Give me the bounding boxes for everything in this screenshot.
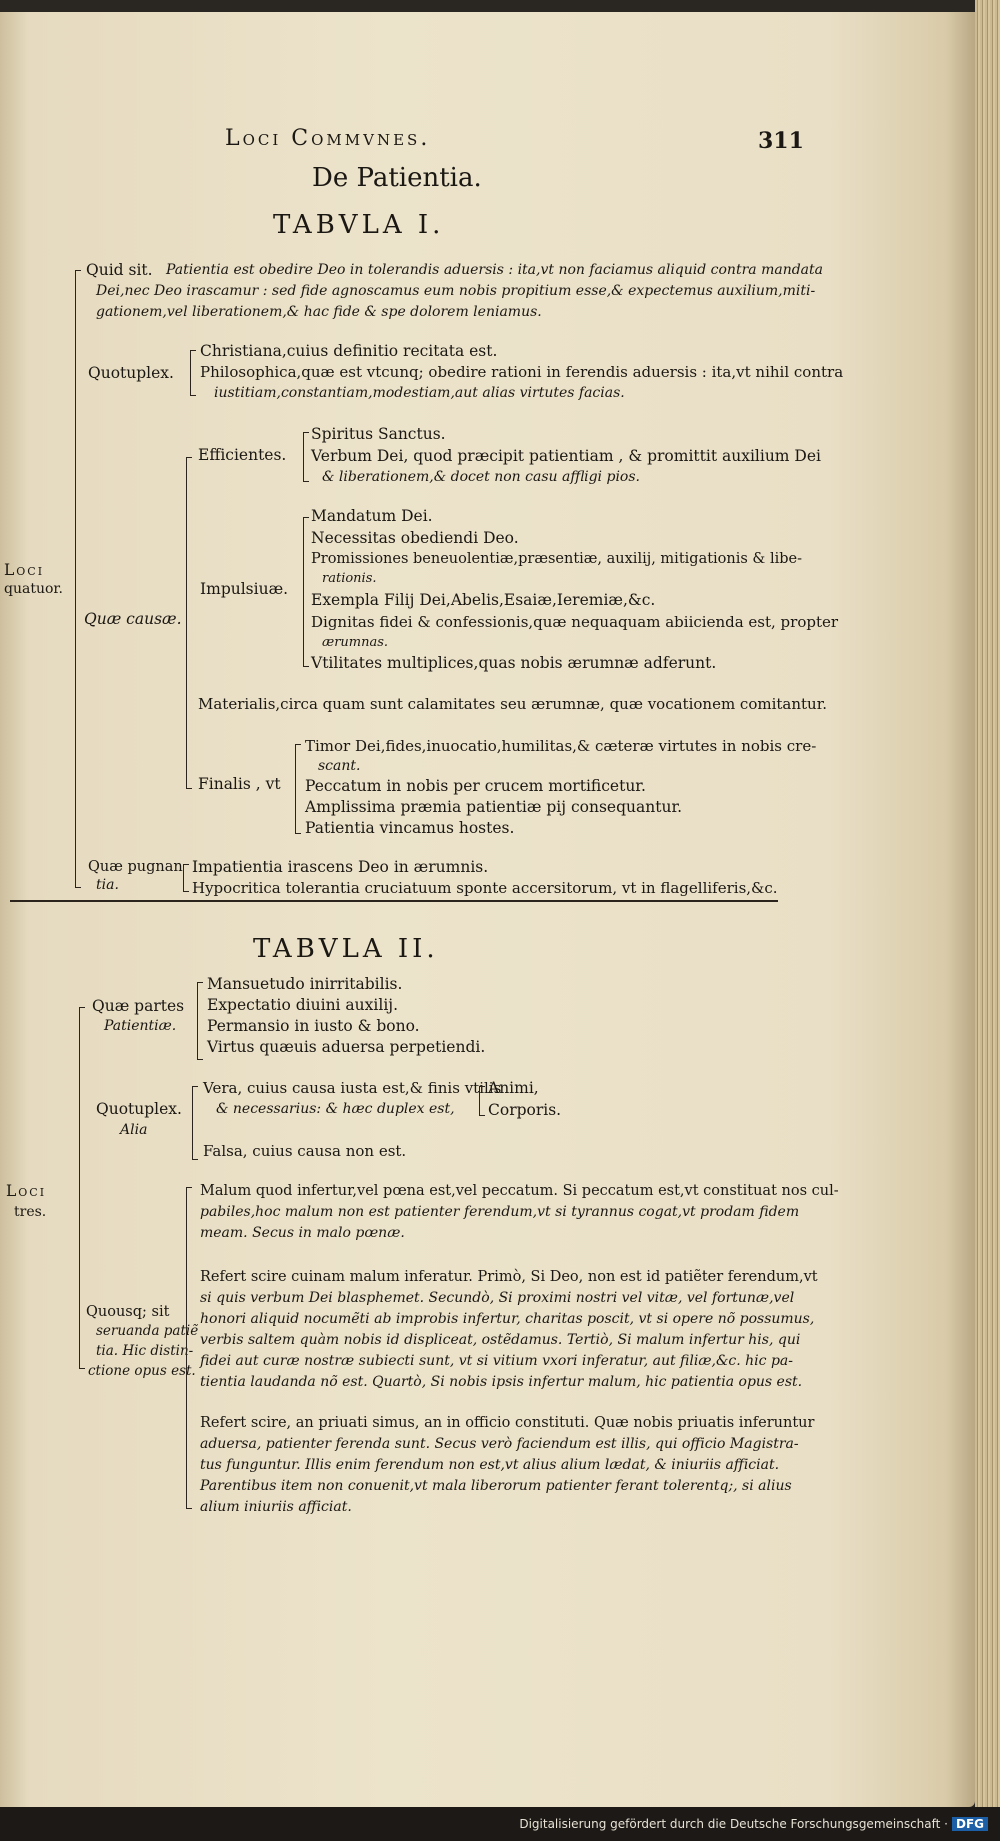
para3-line-3: tus funguntur. Illis enim ferendum non est,vt alius alium lædat, & iniuriis afficiat.: [200, 1457, 780, 1473]
quotuplex-label: Quotuplex.: [88, 364, 174, 382]
quid-sit-line-1: Patientia est obedire Deo in tolerandis aduersis : ita,vt non faciamus aliquid contra mandata: [166, 262, 823, 278]
animi-brace: [479, 1086, 485, 1116]
quousque-label-1: Quousq; sit: [86, 1304, 170, 1320]
impulsiuae-line-5: Exempla Filij Dei,Abelis,Esaiæ,Ieremiæ,&c.: [311, 591, 656, 609]
quid-sit-line-2: Dei,nec Deo irascamur : sed fide agnoscamus eum nobis propitium esse,& expectemus auxilium,miti-: [96, 283, 816, 299]
impulsiuae-line-1: Mandatum Dei.: [311, 507, 433, 525]
para2-line-2: si quis verbum Dei blasphemet. Secundò, Si proximi nostri vel vitæ, vel fortunæ,vel: [200, 1290, 795, 1306]
main-label-1a: Loci: [4, 561, 45, 579]
quotuplex2-label-1: Quotuplex.: [96, 1100, 182, 1118]
footer-credit: [519, 1817, 988, 1831]
para2-line-5: fidei aut curæ nostræ subiecti sunt, vt si vitium vxori inferatur, aut filiæ,&c. hic pa-: [200, 1353, 793, 1369]
finalis-label: Finalis , vt: [198, 775, 281, 793]
finalis-brace: [295, 744, 301, 834]
impulsiuae-label: Impulsiuæ.: [200, 580, 289, 598]
para1-line-2: pabiles,hoc malum non est patienter ferendum,vt si tyrannus cogat,vt prodam fidem: [200, 1204, 800, 1220]
efficientes-line-2: Verbum Dei, quod præcipit patientiam , & promittit auxilium Dei: [311, 447, 821, 465]
quid-sit-label: Quid sit.: [86, 261, 153, 279]
efficientes-line-1: Spiritus Sanctus.: [311, 425, 446, 443]
finalis-line-1: Timor Dei,fides,inuocatio,humilitas,& cæteræ virtutes in nobis cre-: [305, 737, 817, 755]
book-page: [0, 12, 975, 1807]
main-label-1b: quatuor.: [4, 581, 64, 597]
running-title: Loci Commvnes.: [225, 126, 431, 151]
footer-credit-text: Digitalisierung gefördert durch die Deutsche Forschungsgemeinschaft ·: [519, 1817, 948, 1831]
pugnantia-line-2: Hypocritica tolerantia cruciatuum sponte accersitorum, vt in flagelliferis,&c.: [192, 879, 778, 897]
partes-brace: [197, 982, 203, 1060]
finalis-line-2: scant.: [318, 758, 361, 774]
para1-line-3: meam. Secus in malo pœnæ.: [200, 1225, 405, 1241]
finalis-line-3: Peccatum in nobis per crucem mortificetur.: [305, 777, 646, 795]
main-brace-2: [79, 1007, 85, 1369]
para1-line-1: Malum quod infertur,vel pœna est,vel peccatum. Si peccatum est,vt constituat nos cul-: [200, 1183, 839, 1199]
para3-line-2: aduersa, patienter ferenda sunt. Secus verò faciendum est illis, qui officio Magistra-: [200, 1436, 799, 1452]
causae-label: Quæ causæ.: [84, 610, 182, 628]
partes-line-1: Mansuetudo inirritabilis.: [207, 975, 403, 993]
quotuplex2-line-1: Vera, cuius causa iusta est,& finis vtilis: [203, 1079, 502, 1097]
impulsiuae-line-2: Necessitas obediendi Deo.: [311, 529, 519, 547]
para3-line-5: alium iniuriis afficiat.: [200, 1499, 352, 1515]
pugnantia-label-1: Quæ pugnan: [88, 859, 183, 875]
main-label-2b: tres.: [14, 1204, 47, 1220]
impulsiuae-line-3: Promissiones beneuolentiæ,præsentiæ, auxilij, mitigationis & libe-: [311, 551, 802, 567]
partes-label-2: Patientiæ.: [104, 1018, 177, 1034]
table-2-title: TABVLA II.: [253, 934, 439, 964]
para3-line-4: Parentibus item non conuenit,vt mala liberorum patienter ferant tolerentq;, si alius: [200, 1478, 792, 1494]
quotuplex-line-3: iustitiam,constantiam,modestiam,aut alias virtutes facias.: [214, 385, 625, 401]
impulsiuae-line-6: Dignitas fidei & confessionis,quæ nequaquam abiicienda est, propter: [311, 613, 839, 631]
efficientes-label: Efficientes.: [198, 446, 287, 464]
quotuplex-line-1: Christiana,cuius definitio recitata est.: [200, 342, 498, 360]
para2-line-3: honori aliquid nocumẽti ab improbis infertur, charitas poscit, vt si opere nõ possumus,: [200, 1311, 815, 1327]
quid-sit-line-3: gationem,vel liberationem,& hac fide & spe dolorem leniamus.: [96, 304, 542, 320]
pugnantia-line-1: Impatientia irascens Deo in ærumnis.: [192, 858, 489, 876]
causae-brace: [186, 457, 192, 789]
main-label-2a: Loci: [6, 1182, 47, 1200]
partes-line-2: Expectatio diuini auxilij.: [207, 996, 399, 1014]
impulsiuae-brace: [303, 517, 309, 667]
quousque-brace: [186, 1187, 192, 1509]
footer-bar: [0, 1807, 1000, 1841]
efficientes-line-3: & liberationem,& docet non casu affligi pios.: [322, 469, 640, 485]
animi-label: Animi,: [488, 1079, 539, 1097]
quotuplex2-brace: [192, 1086, 198, 1160]
quotuplex-brace: [190, 350, 196, 396]
efficientes-brace: [303, 432, 309, 482]
impulsiuae-line-8: Vtilitates multiplices,quas nobis ærumnæ adferunt.: [311, 654, 717, 672]
quotuplex-line-2: Philosophica,quæ est vtcunq; obedire rationi in ferendis aduersis : ita,vt nihil contra: [200, 363, 844, 381]
table-divider: [10, 900, 778, 902]
para2-line-6: tientia laudanda nõ est. Quartò, Si nobis ipsis infertur malum, hic patientia opus est.: [200, 1374, 803, 1390]
impulsiuae-line-7: ærumnas.: [322, 635, 389, 650]
page-number: 311: [758, 128, 804, 154]
materialis-line: Materialis,circa quam sunt calamitates seu ærumnæ, quæ vocationem comitantur.: [198, 695, 827, 713]
quotuplex2-line-2: & necessarius: & hæc duplex est,: [216, 1101, 455, 1117]
page-edges: [975, 0, 1000, 1841]
section-subtitle: De Patientia.: [312, 163, 482, 193]
partes-line-3: Permansio in iusto & bono.: [207, 1017, 420, 1035]
corporis-label: Corporis.: [488, 1101, 562, 1119]
table-1-title: TABVLA I.: [273, 210, 445, 240]
impulsiuae-line-4: rationis.: [322, 571, 377, 586]
main-brace-1: [75, 270, 81, 888]
partes-label-1: Quæ partes: [92, 997, 185, 1015]
quousque-label-4: ctione opus est.: [88, 1363, 196, 1379]
dfg-logo: DFG: [952, 1817, 988, 1831]
quousque-label-2: seruanda patiẽ: [96, 1323, 199, 1339]
partes-line-4: Virtus quæuis aduersa perpetiendi.: [207, 1038, 486, 1056]
finalis-line-5: Patientia vincamus hostes.: [305, 819, 515, 837]
pugnantia-label-2: tia.: [96, 877, 119, 893]
para2-line-4: verbis saltem quàm nobis id displiceat, ostẽdamus. Tertiò, Si malum infertur his, qui: [200, 1332, 801, 1348]
quotuplex2-line-3: Falsa, cuius causa non est.: [203, 1142, 407, 1160]
quousque-label-3: tia. Hic distin-: [96, 1343, 194, 1359]
para3-line-1: Refert scire, an priuati simus, an in officio constituti. Quæ nobis priuatis inferuntur: [200, 1415, 815, 1431]
para2-line-1: Refert scire cuinam malum inferatur. Primò, Si Deo, non est id patiẽter ferendum,vt: [200, 1269, 818, 1285]
pugnantia-brace: [183, 864, 189, 892]
finalis-line-4: Amplissima præmia patientiæ pij consequantur.: [305, 798, 683, 816]
quotuplex2-label-2: Alia: [120, 1122, 148, 1138]
